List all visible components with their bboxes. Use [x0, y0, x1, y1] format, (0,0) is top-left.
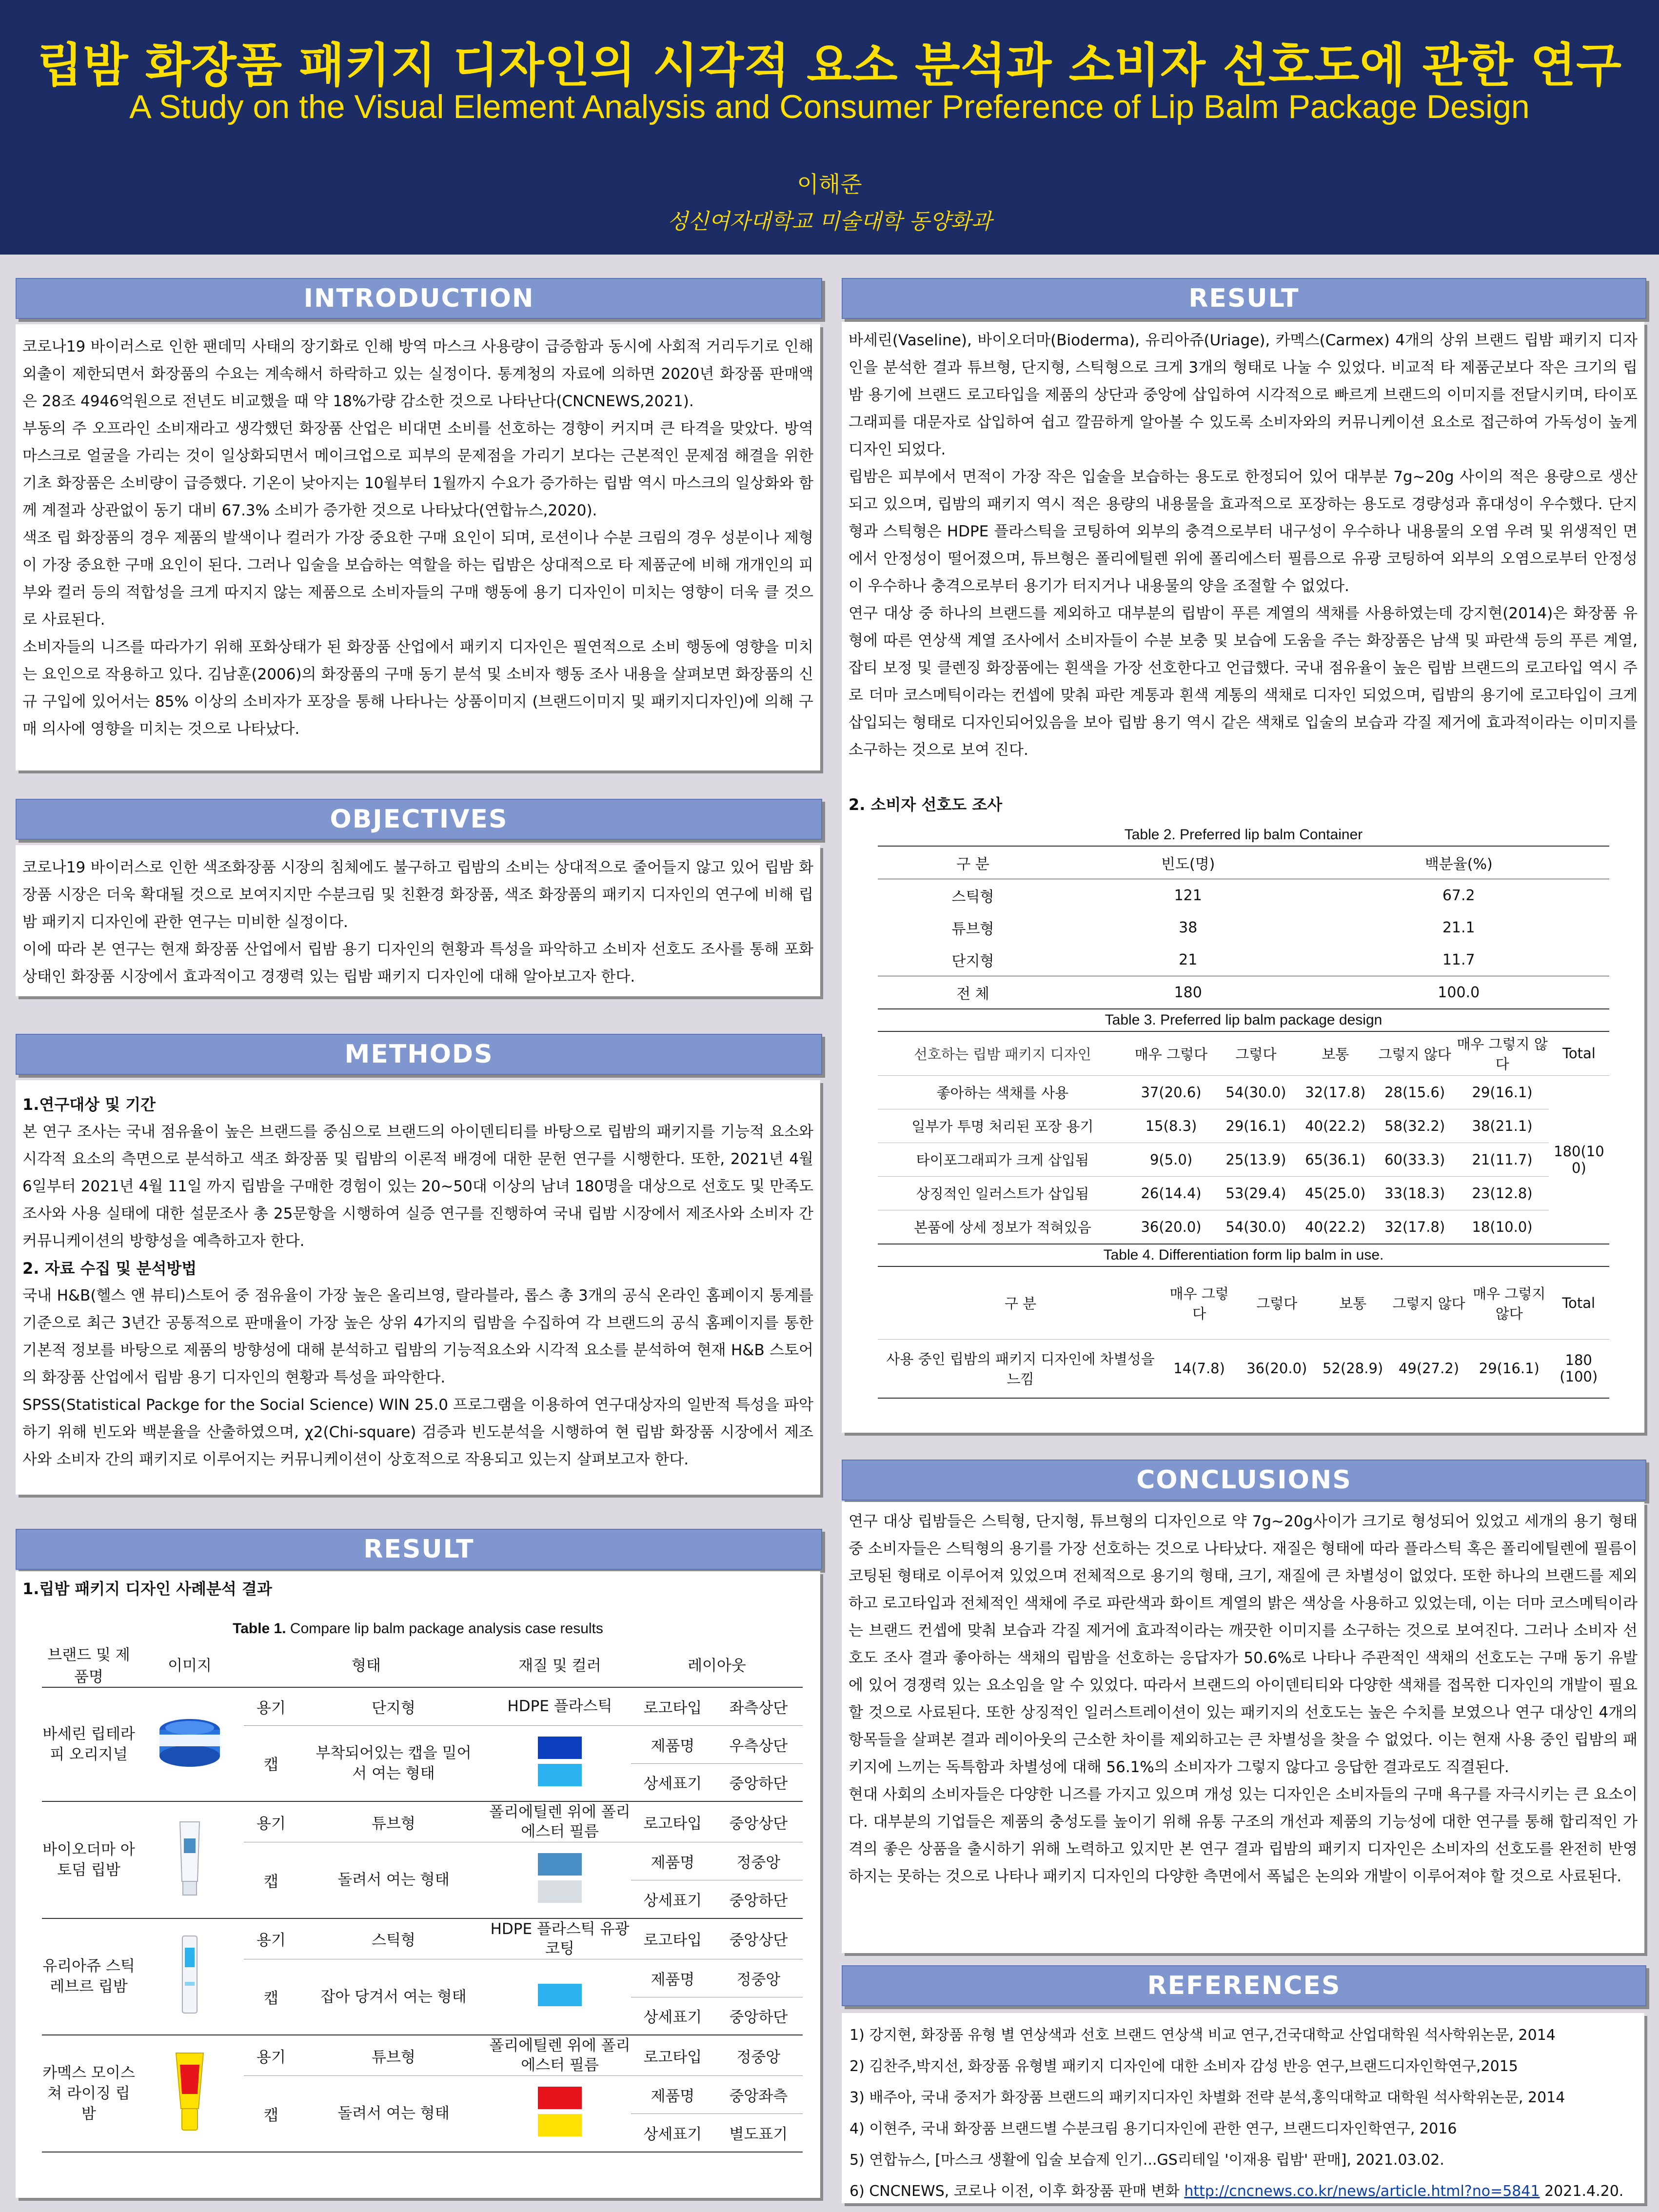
table1-color-swatches — [489, 1959, 631, 2035]
reference-item: 5) 연합뉴스, [마스크 생활에 입술 보습제 인기...GS리테일 '이재용 립밤' 판매], 2021.03.02. — [849, 2152, 1444, 2169]
tube-icon — [136, 2035, 244, 2152]
table3-cell: 28(15.6) — [1374, 1075, 1456, 1109]
references-heading: REFERENCES — [842, 1965, 1646, 2006]
result-right-heading: RESULT — [842, 278, 1646, 319]
table4-caption: Table 4. Differentiation form lip balm in use. — [1103, 1246, 1384, 1263]
reference-link[interactable]: http://cncnews.co.kr/news/article.html?no=5841 — [1184, 2183, 1540, 2200]
table3-cell: 36(20.0) — [1127, 1210, 1215, 1244]
table2-cell: 튜브형 — [951, 921, 994, 938]
table4-header: 보통 — [1318, 1266, 1387, 1340]
table2-cell: 21.1 — [1442, 919, 1475, 936]
table2-cell: 전 체 — [956, 986, 989, 1003]
table1-layout-item: 상세표기 — [631, 1880, 714, 1918]
table1-form-shape: 부착되어있는 캡을 밀어서 여는 형태 — [298, 1725, 489, 1801]
methods-subheading: 1.연구대상 및 기간 — [22, 1095, 156, 1114]
table3-row — [878, 1075, 1609, 1109]
title-english: A Study on the Visual Element Analysis and Consumer Preference of Lip Balm Package Design — [129, 88, 1530, 125]
result-left-subheading: 1.립밤 패키지 디자인 사례분석 결과 — [22, 1580, 272, 1598]
table1-layout-position: 중앙하단 — [714, 1997, 803, 2035]
table1-layout-item: 로고타입 — [643, 1932, 702, 1949]
table3 — [878, 1031, 1609, 1244]
table2-cell: 단지형 — [951, 953, 994, 970]
table1-row — [42, 1801, 803, 1842]
result-right-paragraph: 연구 대상 중 하나의 브랜드를 제외하고 대부분의 립밤이 푸른 계열의 색채를 사용하였는데 강지현(2014)은 화장품 유형에 따른 연상색 계열 조사에서 소비자들이 수분 보충 및 보습에 도움을 주는 화장품은 남색 및 파란색 등의 푸른 계열, 잡티 보정 및 클렌징 화장품에는 흰색을 가장 선호한다고 언급했다. 국내 점유율이 높은 립밤 브랜드의 로고타입 역시 주로 더마 코스메틱이라는 컨셉에 맞춰 파란 계통과 흰색 계통의 색채로 디자인 되었으며, 립밤의 용기에 로고타입이 크게 삽입되는 형태로 디자인되어있음을 보아 립밤 용기 역시 같은 색채로 입술의 보습과 각질 제거에 효과적이라는 이미지를 소구하는 것으로 보여 진다. — [849, 605, 1638, 759]
reference-item: 1) 강지현, 화장품 유형 별 연상색과 선호 브랜드 연상색 비교 연구,건국대학교 산업대학원 석사학위논문, 2014 — [849, 2027, 1556, 2044]
table1-color-swatches — [489, 1842, 631, 1918]
table2-header-row — [878, 846, 1609, 879]
table3-cell: 타이포그래피가 크게 삽입됨 — [878, 1143, 1127, 1176]
table3-row — [878, 1143, 1609, 1176]
table3-header: Total — [1549, 1031, 1609, 1075]
table3-cell: 54(30.0) — [1215, 1210, 1297, 1244]
table1-form-shape: 튜브형 — [372, 1815, 415, 1833]
table4-cell: 180 (100) — [1548, 1340, 1609, 1398]
table1-layout-position: 우측상단 — [714, 1725, 803, 1763]
table3-header: 보통 — [1297, 1031, 1374, 1075]
table1-layout-position: 정중앙 — [736, 2048, 781, 2066]
objectives-paragraph: 이에 따라 본 연구는 현재 화장품 산업에서 립밤 용기 디자인의 현황과 특성을 파악하고 소비자 선호도 조사를 통해 포화상태인 화장품 시장에서 효과적이고 경쟁력 있는 립밤 패키지 디자인에 대해 알아보고자 한다. — [22, 941, 813, 986]
table1-layout-item: 로고타입 — [643, 1815, 702, 1833]
color-swatch — [538, 1764, 582, 1786]
table3-cell: 58(32.2) — [1374, 1109, 1456, 1143]
table1-caption-prefix: Table 1. — [233, 1620, 286, 1637]
table1-layout-item: 로고타입 — [643, 2048, 702, 2066]
color-swatch — [538, 1737, 582, 1759]
objectives-paragraph: 코로나19 바이러스로 인한 색조화장품 시장의 침체에도 불구하고 립밤의 소비는 상대적으로 줄어들지 않고 있어 립밤 화장품 시장은 더욱 확대될 것으로 보여지지만 수분크림 및 친환경 화장품, 색조 화장품의 패키지 디자인의 연구에 비해 립밤 패키지 디자인에 관한 연구는 미비한 실정이다. — [22, 859, 813, 931]
table3-cell: 29(16.1) — [1215, 1109, 1297, 1143]
table1-form-part: 캡 — [244, 1842, 298, 1918]
reference-item-text: 6) CNCNEWS, 코로나 이전, 이후 화장품 판매 변화 — [849, 2183, 1185, 2200]
table1-layout-item: 상세표기 — [631, 1997, 714, 2035]
table4-header: 구 분 — [878, 1266, 1163, 1340]
methods-body — [16, 1080, 820, 1495]
table1-form-part: 캡 — [244, 2076, 298, 2152]
table2-header: 구 분 — [956, 856, 989, 873]
table2-cell: 38 — [1179, 919, 1198, 936]
table2-cell: 100.0 — [1438, 984, 1480, 1001]
table1-row — [42, 1687, 803, 1725]
table1-form-shape: 단지형 — [372, 1699, 415, 1717]
table1-form-part: 용기 — [257, 1699, 286, 1717]
table1-caption — [22, 1618, 813, 1639]
objectives-body — [16, 845, 820, 996]
reference-item: 3) 배주아, 국내 중저가 화장품 브랜드의 패키지디자인 차별화 전략 분석,홍익대학교 대학원 석사학위논문, 2014 — [849, 2089, 1565, 2106]
table1-header: 재질 및 컬러 — [518, 1657, 601, 1675]
table3-header: 그렇지 않다 — [1374, 1031, 1456, 1075]
table2-cell: 21 — [1179, 951, 1198, 968]
table3-cell: 상징적인 일러스트가 삽입됨 — [878, 1176, 1127, 1210]
result-left-heading: RESULT — [16, 1529, 822, 1570]
table3-cell: 25(13.9) — [1215, 1143, 1297, 1176]
table1-header-row — [42, 1641, 803, 1687]
references-body — [842, 2013, 1644, 2203]
table1-layout-position: 중앙하단 — [714, 1880, 803, 1918]
table1-form-shape: 튜브형 — [372, 2048, 415, 2066]
table1-product-name: 유리아쥬 스틱 레브르 립밤 — [42, 1957, 135, 1996]
table1-header: 형태 — [352, 1657, 381, 1675]
table1-form-shape: 돌려서 여는 형태 — [298, 2076, 489, 2152]
table3-cell: 일부가 투명 처리된 포장 용기 — [878, 1109, 1127, 1143]
table1-form-part: 용기 — [257, 2048, 286, 2066]
table4-cell: 49(27.2) — [1387, 1340, 1470, 1398]
table1-layout-item: 제품명 — [631, 1725, 714, 1763]
reference-item: 2) 김찬주,박지선, 화장품 유형별 패키지 디자인에 대한 소비자 감성 반응 연구,브랜드디자인학연구,2015 — [849, 2058, 1518, 2075]
table3-cell: 21(11.7) — [1456, 1143, 1549, 1176]
table4-header: 그렇지 않다 — [1387, 1266, 1470, 1340]
table3-cell: 40(22.2) — [1297, 1210, 1374, 1244]
table2-row — [878, 911, 1609, 944]
table2-cell: 11.7 — [1442, 951, 1475, 968]
table4-header-row — [878, 1266, 1609, 1340]
table1-layout-item: 로고타입 — [643, 1699, 702, 1717]
table3-cell: 29(16.1) — [1456, 1075, 1549, 1109]
color-swatch — [538, 1880, 582, 1903]
conclusions-paragraph: 연구 대상 립밤들은 스틱형, 단지형, 튜브형의 디자인으로 약 7g~20g사이가 크기로 형성되어 있었고 세개의 용기 형태 중 소비자들은 스틱형의 용기를 가장 선호하는 것으로 나타났다. 재질은 형태에 따라 플라스틱 혹은 폴리에틸렌에 필름이 코팅된 형태로 이루어져 있었으며 전체적으로 용기의 형태, 크기, 재질에 큰 차별성이 없었다. 또한 하나의 브랜드를 제외하고 로고타입과 전체적인 색채에 주로 파란색과 화이트 계열의 밝은 색상을 사용하고 있었는데, 이는 더마 코스메틱이라는 브랜드 컨셉에 맞춰 보습과 각질 제거에 효과적이라는 깨끗한 이미지를 소구하는 것으로 보여진다. 그러나 소비자 선호도 조사 결과 좋아하는 색채의 립밤을 선호하는 응답자가 50.6%로 나타나 주관적인 색채의 선호도는 구매 동기 유발에 있어 경쟁력 있는 요소임을 알 수 있었다. 따라서 브랜드의 아이덴티티와 다양한 색채를 접목한 디자인의 개발이 필요할 것으로 사료된다. 또한 상징적인 일러스트레이션이 있는 패키지의 선호도는 높은 수치를 보였으나 연구 대상인 4개의 항목들을 살펴본 결과 레이아웃의 근소한 차이를 제외하고는 큰 차별성을 찾을 수 없었다. 이는 현재 사용 중인 립밤의 패키지에 느끼는 독특함과 차별성에 대해 56.1%의 소비자가 그렇지 않다고 응답한 결과로도 직결된다. — [849, 1513, 1638, 1776]
objectives-heading: OBJECTIVES — [16, 799, 822, 840]
conclusions-heading: CONCLUSIONS — [842, 1460, 1646, 1501]
result-right-subheading: 2. 소비자 선호도 조사 — [849, 795, 1003, 814]
color-swatch — [538, 1853, 582, 1876]
introduction-body — [16, 324, 820, 770]
table1-material: HDPE 플라스틱 유광 코팅 — [490, 1920, 630, 1957]
color-swatch — [538, 2114, 582, 2136]
table1-row — [42, 2035, 803, 2076]
result-right-paragraph: 립밤은 피부에서 면적이 가장 작은 입술을 보습하는 용도로 한정되어 있어 대부분 7g~20g 사이의 적은 용량으로 생산되고 있으며, 립밤의 패키지 역시 적은 용량의 내용물을 효과적으로 포장하는 용도로 경량성과 휴대성이 우수했다. 단지형과 스틱형은 HDPE 플라스틱을 코팅하여 외부의 충격으로부터 내구성이 우수하나 내용물의 오염 우려 및 위생적인 면에서 안정성이 떨어졌으며, 튜브형은 폴리에틸렌 위에 폴리에스터 필름으로 유광 코팅하여 외부의 오염으로부터 안정성이 우수하나 충격으로부터 용기가 터지거나 내용물의 양을 조절할 수 없었다. — [849, 468, 1638, 595]
table3-cell: 23(12.8) — [1456, 1176, 1549, 1210]
table3-caption: Table 3. Preferred lip balm package design — [1105, 1012, 1382, 1028]
table3-wrap — [878, 1009, 1609, 1244]
table3-header-row — [878, 1031, 1609, 1075]
table2-cell: 180 — [1174, 984, 1202, 1001]
table3-cell: 33(18.3) — [1374, 1176, 1456, 1210]
table1-layout-position: 중앙상단 — [729, 1815, 788, 1833]
table3-cell: 본품에 상세 정보가 적혀있음 — [878, 1210, 1127, 1244]
conclusions-body — [842, 1502, 1644, 1953]
table2-header: 빈도(명) — [1161, 856, 1215, 873]
table4-wrap — [878, 1244, 1609, 1399]
table3-cell: 60(33.3) — [1374, 1143, 1456, 1176]
table3-row — [878, 1109, 1609, 1143]
table1-form-shape: 잡아 당겨서 여는 형태 — [298, 1959, 489, 2035]
table3-cell: 65(36.1) — [1297, 1143, 1374, 1176]
table4-header: 매우 그렇지 않다 — [1470, 1266, 1548, 1340]
poster-header — [0, 0, 1659, 255]
table2-cell: 스틱형 — [951, 889, 994, 906]
result-right-paragraph: 바세린(Vaseline), 바이오더마(Bioderma), 유리아쥬(Uriage), 카멕스(Carmex) 4개의 상위 브랜드 립밤 패키지 디자인을 분석한 결과 튜브형, 단지형, 스틱형으로 크게 3개의 형태로 나눌 수 있었다. 비교적 타 제품군보다 작은 크기의 립밤 용기에 브랜드 로고타입을 제품의 상단과 중앙에 삽입하여 시각적으로 빠르게 브랜드의 이미지를 전달시키며, 타이포그래피를 대문자로 삽입하여 쉽고 깔끔하게 알아볼 수 있도록 소비자와의 커뮤니케이션 요소로 접근하여 가독성이 높게 디자인 되었다. — [849, 332, 1638, 458]
methods-paragraph: 본 연구 조사는 국내 점유율이 높은 브랜드를 중심으로 브랜드의 아이덴티티를 바탕으로 립밤의 패키지를 기능적 요소와 시각적 요소의 측면으로 분석하고 색조 화장품 및 립밤의 이론적 배경에 대한 문헌 연구를 시행한다. 또한, 2021년 4월 6일부터 2021년 4월 11일 까지 립밤을 구매한 경험이 있는 20~50대 이상의 남녀 180명을 대상으로 선호도 및 만족도 조사와 사용 실태에 대한 설문조사 총 25문항을 시행하여 실증 연구를 진행하여 국내 립밤 시장에서 제조사와 소비자 간 커뮤니케이션의 방향성을 예측하고자 한다. — [22, 1123, 813, 1250]
stick-icon — [136, 1918, 244, 2035]
table1-layout-item: 제품명 — [631, 1842, 714, 1880]
table1-material: 폴리에틸렌 위에 폴리에스터 필름 — [489, 2037, 631, 2074]
table3-cell: 38(21.1) — [1456, 1109, 1549, 1143]
table1-color-swatches — [489, 1725, 631, 1801]
table1-layout-position: 좌측상단 — [729, 1699, 788, 1717]
table4 — [878, 1266, 1609, 1399]
introduction-paragraph: 색조 립 화장품의 경우 제품의 발색이나 컬러가 가장 중요한 구매 요인이 되며, 로션이나 수분 크림의 경우 성분이나 제형이 가장 중요한 구매 요인이 된다. 그러나 입술을 보습하는 역할을 하는 립밤은 상대적으로 타 제품군에 비해 개개인의 피부와 컬러 등의 적합성을 크게 따지지 않는 제품으로 소비자들의 구매 행동에 용기 디자인이 미치는 영향이 더욱 클 것으로 사료된다. — [22, 529, 813, 629]
introduction-paragraph: 소비자들의 니즈를 따라가기 위해 포화상태가 된 화장품 산업에서 패키지 디자인은 필연적으로 소비 행동에 영향을 미치는 요인으로 작용하고 있다. 김남훈(2006)의 화장품의 구매 동기 분석 및 소비자 행동 조사 내용을 살펴보면 화장품의 신규 구입에 있어서는 85% 이상의 소비자가 포장을 통해 나타나는 상품이미지 (브랜드이미지 및 패키지디자인)에 의해 구매 의사에 영향을 미치는 것으로 나타났다. — [22, 638, 813, 738]
table4-cell: 52(28.9) — [1318, 1340, 1387, 1398]
table3-header: 매우 그렇다 — [1127, 1031, 1215, 1075]
reference-item-date: 2021.4.20. — [1540, 2183, 1624, 2200]
table1-layout-position: 정중앙 — [714, 1959, 803, 1997]
table1-header: 이미지 — [168, 1657, 212, 1675]
table3-cell: 32(17.8) — [1374, 1210, 1456, 1244]
title-korean: 립밤 화장품 패키지 디자인의 시각적 요소 분석과 소비자 선호도에 관한 연구 — [37, 38, 1622, 93]
table3-cell: 26(14.4) — [1127, 1176, 1215, 1210]
table1-layout-position: 중앙상단 — [729, 1932, 788, 1949]
methods-paragraph: 국내 H&B(헬스 앤 뷰티)스토어 중 점유율이 가장 높은 올리브영, 랄라블라, 롭스 총 3개의 공식 온라인 홈페이지 통계를 기준으로 최근 3년간 공통적으로 판매율이 가장 높은 상위 4가지의 립밤을 수집하여 각 브랜드의 공식 홈페이지를 통한 기본적 정보를 바탕으로 제품의 방향성에 대해 분석하고 립밤의 기능적요소와 시각적 요소를 분석하여 현재 H&B 스토어의 화장품 산업에서 립밤 용기 디자인의 현황과 특성을 파악한다. — [22, 1287, 813, 1386]
table1-header: 레이아웃 — [688, 1657, 746, 1675]
color-swatch — [538, 1984, 582, 2006]
table1-color-swatches — [489, 2076, 631, 2152]
methods-heading: METHODS — [16, 1034, 822, 1075]
table2-total-row — [878, 976, 1609, 1009]
introduction-paragraph: 코로나19 바이러스로 인한 팬데믹 사태의 장기화로 인해 방역 마스크 사용량이 급증함과 동시에 사회적 거리두기로 인해 외출이 제한되면서 화장품의 수요는 계속해서 하락하고 있는 실정이다. 통계청의 자료에 의하면 2020년 화장품 판매액은 28조 4946억원으로 전년도 비교했을 때 약 18%가량 감소한 것으로 나타난다(CNCNEWS,2021). — [22, 338, 813, 410]
table3-row — [878, 1210, 1609, 1244]
table4-header: 그렇다 — [1235, 1266, 1318, 1340]
table3-cell: 15(8.3) — [1127, 1109, 1215, 1143]
table2-header: 백분율(%) — [1424, 856, 1493, 873]
table3-header: 그렇다 — [1215, 1031, 1297, 1075]
table4-row — [878, 1340, 1609, 1398]
table1 — [42, 1641, 803, 2153]
author-name: 이해준 — [797, 171, 862, 198]
table2-cell: 67.2 — [1442, 887, 1475, 904]
table1-form-part: 캡 — [244, 1959, 298, 2035]
table1-product-name: 바이오더마 아토덤 립밤 — [42, 1840, 135, 1879]
introduction-heading: INTRODUCTION — [16, 278, 822, 319]
table1-layout-item: 제품명 — [631, 1959, 714, 1997]
author-affiliation: 성신여자대학교 미술대학 동양화과 — [667, 209, 992, 234]
table2-caption: Table 2. Preferred lip balm Container — [1124, 827, 1363, 843]
table1-layout-position: 중앙좌측 — [714, 2076, 803, 2114]
reference-item — [849, 2176, 1637, 2207]
table3-cell: 9(5.0) — [1127, 1143, 1215, 1176]
methods-subheading: 2. 자료 수집 및 분석방법 — [22, 1259, 197, 1278]
table2-row — [878, 944, 1609, 976]
table3-cell: 45(25.0) — [1297, 1176, 1374, 1210]
introduction-paragraph: 부동의 주 오프라인 소비재라고 생각했던 화장품 산업은 비대면 소비를 선호하는 경향이 커지며 큰 타격을 맞았다. 방역 마스크로 얼굴을 가리는 것이 일상화되면서 메이크업으로 피부의 문제점을 가리기 보다는 근본적인 문제점 해결을 위한 기초 화장품은 소비량이 급증했다. 기온이 낮아지는 10월부터 1월까지 수요가 증가하는 립밤 역시 마스크의 일상화와 함께 계절과 상관없이 동기 대비 67.3% 소비가 증가한 것으로 나타났다(연합뉴스,2020). — [22, 420, 813, 519]
table1-form-part: 용기 — [257, 1815, 286, 1833]
table3-header: 매우 그렇지 않다 — [1456, 1031, 1549, 1075]
round-tin-icon — [136, 1687, 244, 1801]
table3-total: 180(100) — [1549, 1075, 1609, 1244]
color-swatch — [538, 2087, 582, 2109]
table4-cell: 36(20.0) — [1235, 1340, 1318, 1398]
table1-row — [42, 1918, 803, 1959]
table1-header: 브랜드 및 제품명 — [47, 1646, 130, 1686]
table2 — [878, 846, 1609, 1009]
reference-item: 4) 이현주, 국내 화장품 브랜드별 수분크림 용기디자인에 관한 연구, 브랜드디자인학연구, 2016 — [849, 2120, 1457, 2137]
table1-caption-text: Compare lip balm package analysis case results — [286, 1620, 603, 1637]
table1-layout-position: 정중앙 — [714, 1842, 803, 1880]
table1-form-part: 용기 — [257, 1932, 286, 1949]
tube-icon — [136, 1801, 244, 1918]
table1-layout-position: 중앙하단 — [714, 1763, 803, 1801]
result-left-body — [16, 1571, 820, 2198]
table4-cell: 사용 중인 립밤의 패키지 디자인에 차별성을 느낌 — [878, 1340, 1163, 1398]
methods-paragraph: SPSS(Statistical Packge for the Social Science) WIN 25.0 프로그램을 이용하여 연구대상자의 일반적 특성을 파악하기 위해 빈도와 백분율을 산출하였으며, χ2(Chi-square) 검증과 빈도분석을 시행하여 현 립밤 화장품 시장에서 제조사와 소비자 간의 패키지로 이루어지는 커뮤니케이션이 상호적으로 작용되고 있는지 살펴보고자 한다. — [22, 1396, 813, 1468]
table3-cell: 18(10.0) — [1456, 1210, 1549, 1244]
table3-cell: 40(22.2) — [1297, 1109, 1374, 1143]
conclusions-paragraph: 현대 사회의 소비자들은 다양한 니즈를 가지고 있으며 개성 있는 디자인은 소비자들의 구매 욕구를 자극시키는 큰 요소이다. 대부분의 기업들은 제품의 충성도를 높이기 위해 유통 구조의 개선과 제품의 기능성에 대한 연구를 통해 합리적인 가격의 좋은 상품을 출시하기 위해 노력하고 있지만 본 연구 결과 립밤의 패키지 디자인은 소비자의 선호도를 완전히 반영하지는 못하는 것으로 나타나 패키지 디자인의 다양한 측면에서 폭넓은 논의와 개발이 이루어져야 할 것으로 사료된다. — [849, 1786, 1638, 1885]
result-right-body — [842, 322, 1644, 1433]
table2-wrap — [878, 824, 1609, 1009]
table2-cell: 121 — [1174, 887, 1202, 904]
table1-form-part: 캡 — [244, 1725, 298, 1801]
table1-layout-item: 상세표기 — [631, 2114, 714, 2152]
table1-form-shape: 돌려서 여는 형태 — [298, 1842, 489, 1918]
table1-material: 폴리에틸렌 위에 폴리에스터 필름 — [489, 1803, 631, 1840]
table1-material: HDPE 플라스틱 — [507, 1698, 612, 1716]
table1-layout-position: 별도표기 — [714, 2114, 803, 2152]
table4-header: Total — [1548, 1266, 1609, 1340]
table1-product-name: 카멕스 모이스쳐 라이징 립밤 — [42, 2064, 135, 2123]
table3-cell: 37(20.6) — [1127, 1075, 1215, 1109]
table1-product-name: 바세린 립테라피 오리지널 — [42, 1725, 135, 1763]
table4-header: 매우 그렇다 — [1163, 1266, 1235, 1340]
table4-cell: 29(16.1) — [1470, 1340, 1548, 1398]
table1-form-shape: 스틱형 — [372, 1932, 415, 1949]
table2-row — [878, 879, 1609, 912]
table3-cell: 좋아하는 색채를 사용 — [878, 1075, 1127, 1109]
table3-header: 선호하는 립밤 패키지 디자인 — [878, 1031, 1127, 1075]
table1-layout-item: 상세표기 — [631, 1763, 714, 1801]
table3-cell: 54(30.0) — [1215, 1075, 1297, 1109]
table3-cell: 53(29.4) — [1215, 1176, 1297, 1210]
table3-cell: 32(17.8) — [1297, 1075, 1374, 1109]
table1-layout-item: 제품명 — [631, 2076, 714, 2114]
table4-cell: 14(7.8) — [1163, 1340, 1235, 1398]
table3-row — [878, 1176, 1609, 1210]
